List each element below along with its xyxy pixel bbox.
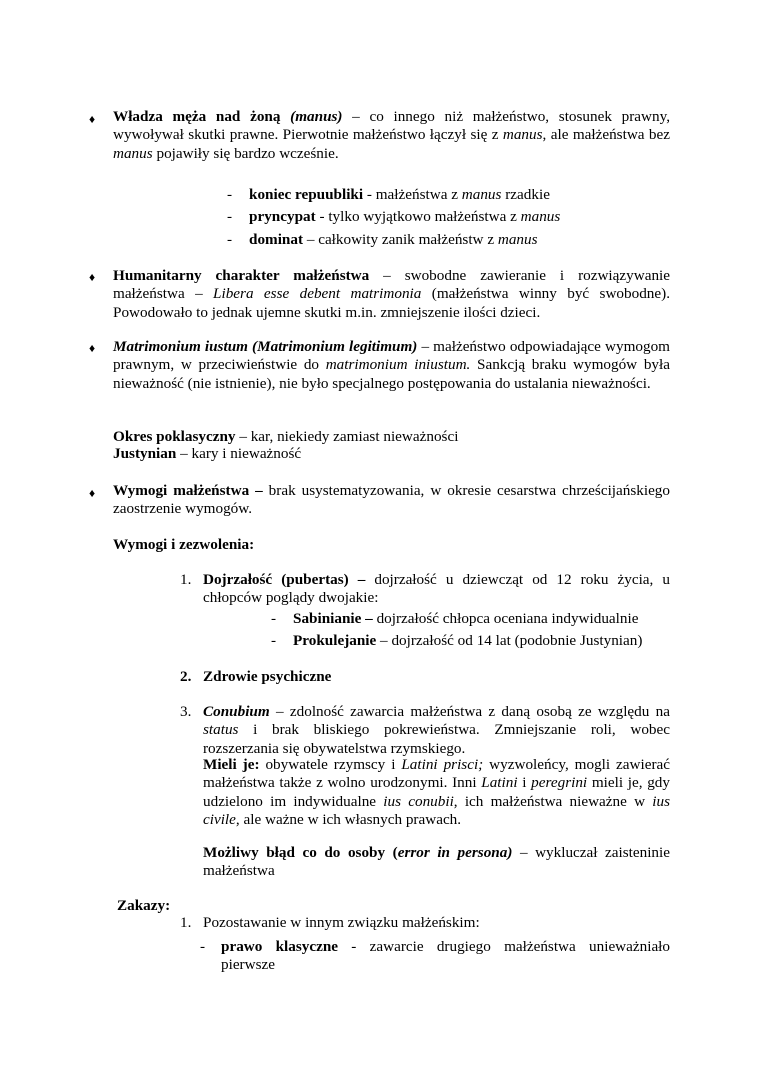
bullet-icon: ♦ <box>89 270 96 284</box>
zakazy-item: Pozostawanie w innym związku małżeńskim: <box>203 914 480 931</box>
sub-item: koniec repuubliki - małżeństwa z manus rzadkie <box>249 186 550 203</box>
section-humanitarny-paragraph: Humanitarny charakter małżeństwa – swobodne zawieranie i rozwiązywanie małżeństwa – Libera esse debent matrimonia (małżeństwa winny być swobodne). Powodowało to jednak ujemne skutki m.in. zmniejszenie ilości dzieci. <box>113 267 670 321</box>
list-item-dojrzalosc: Dojrzałość (pubertas) – dojrzałość u dziewcząt od 12 roku życia, u chłopców poglądy dwojakie: <box>203 571 670 607</box>
dash-marker: - <box>271 610 277 627</box>
zakazy-sub-item: prawo klasyczne - zawarcie drugiego małżeństwa unieważniało pierwsze <box>221 938 670 974</box>
list-number: 2. <box>180 668 192 685</box>
sub-item: Sabinianie – dojrzałość chłopca oceniana indywidualnie <box>293 610 639 627</box>
dash-marker: - <box>227 186 233 203</box>
section-matrimonium-paragraph: Matrimonium iustum (Matrimonium legitimum) – małżeństwo odpowiadające wymogom prawnym, w przeciwieństwie do matrimonium iniustum. Sankcją braku wymogów była nieważność (nie istnienie), nie było specjalnego postępowania do ustalania nieważności. <box>113 338 670 392</box>
bullet-icon: ♦ <box>89 341 96 355</box>
dash-marker: - <box>200 938 206 955</box>
section-wymogi-paragraph: Wymogi małżeństwa – brak usystematyzowania, w okresie cesarstwa chrześcijańskiego zaostrzenie wymogów. <box>113 482 670 518</box>
mieli-je-paragraph: Mieli je: obywatele rzymscy i Latini prisci; wyzwoleńcy, mogli zawierać małżeństwa także z wolno urodzonymi. Inni Latini i peregrini mieli je, gdy udzielono im indywidualne ius conubii, ich małżeństwa nieważne w ius civile, ale ważne w ich własnych prawach. <box>203 756 671 829</box>
list-number: 1. <box>180 571 192 588</box>
dash-marker: - <box>227 208 233 225</box>
okres-poklasyczny-line: Okres poklasyczny – kar, niekiedy zamiast nieważności <box>113 428 459 445</box>
dash-marker: - <box>271 632 277 649</box>
list-number: 3. <box>180 703 192 720</box>
justynian-line: Justynian – kary i nieważność <box>113 445 302 462</box>
bullet-icon: ♦ <box>89 486 96 500</box>
section-title: Wymogi małżeństwa – <box>113 482 263 499</box>
section-manus-paragraph: Władza męża nad żoną (manus) – co innego niż małżeństwo, stosunek prawny, wywoływał skutki prawne. Pierwotnie małżeństwo łączył się z manus, ale małżeństwa bez manus pojawiły się bardzo wcześnie. <box>113 108 671 162</box>
sub-heading: Wymogi i zezwolenia: <box>113 536 255 553</box>
dash-marker: - <box>227 231 233 248</box>
section-title: Matrimonium iustum (Matrimonium legitimum) <box>113 338 418 355</box>
list-item-zdrowie: Zdrowie psychiczne <box>203 668 332 685</box>
sub-item: pryncypat - tylko wyjątkowo małżeństwa z manus <box>249 208 561 225</box>
blad-co-do-osoby-paragraph: Możliwy błąd co do osoby (error in persona) – wykluczał zaisteninie małżeństwa <box>203 844 670 880</box>
section-title: Władza męża nad żoną <box>113 108 281 125</box>
sub-item: dominat – całkowity zanik małżeństw z manus <box>249 231 538 248</box>
bullet-icon: ♦ <box>89 112 96 126</box>
list-number: 1. <box>180 914 192 931</box>
list-item-conubium: Conubium – zdolność zawarcia małżeństwa z daną osobą ze względu na status i brak bliskiego pokrewieństwa. Zmniejszanie roli, wobec rozszerzania się obywatelstwa rzymskiego. <box>203 703 670 757</box>
zakazy-heading: Zakazy: <box>117 897 171 914</box>
section-title-italic: (manus) <box>290 108 343 125</box>
section-title: Humanitarny charakter małżeństwa <box>113 267 370 284</box>
sub-item: Prokulejanie – dojrzałość od 14 lat (podobnie Justynian) <box>293 632 643 649</box>
